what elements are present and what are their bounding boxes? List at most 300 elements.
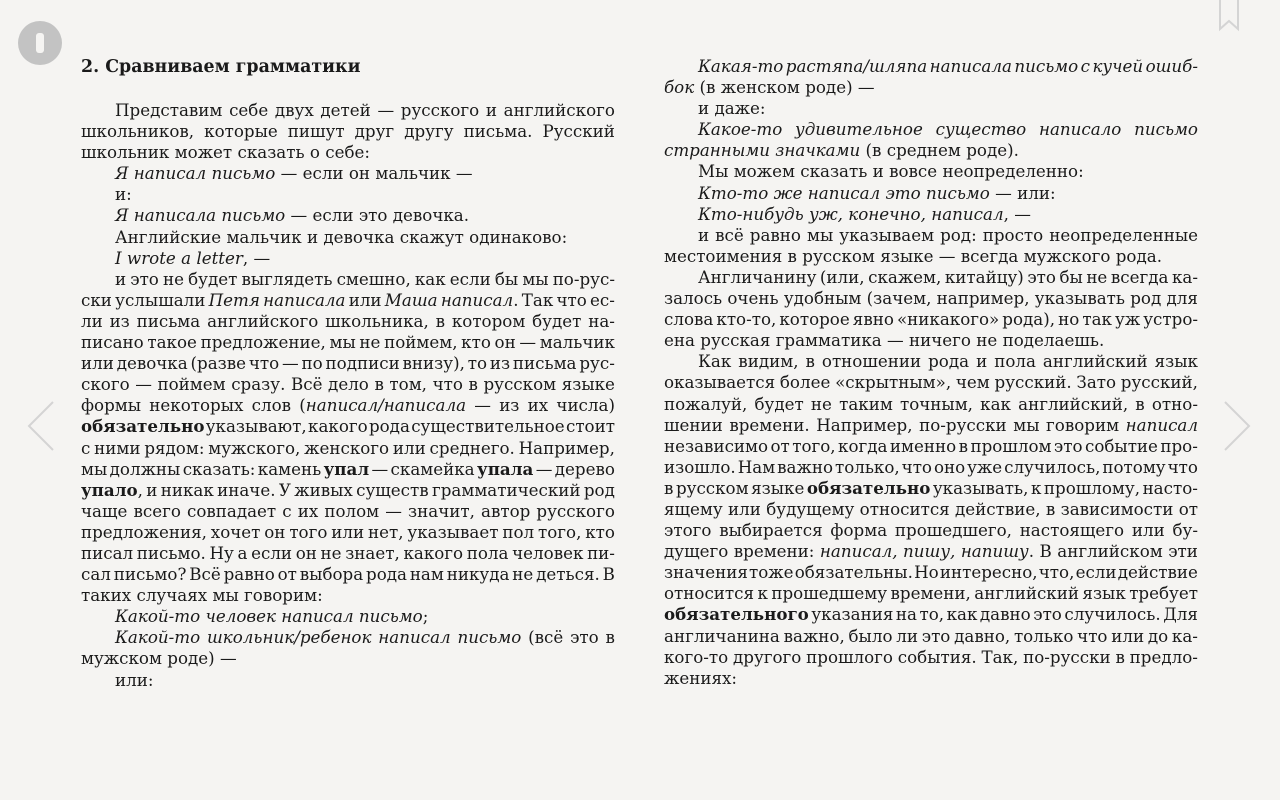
word	[891, 583, 971, 604]
word	[933, 478, 1029, 499]
word	[133, 501, 180, 522]
word	[873, 161, 884, 181]
word	[207, 311, 318, 332]
word	[237, 142, 304, 162]
text-fragment: или	[392, 437, 426, 458]
word	[1121, 372, 1198, 393]
text-fragment: кто	[585, 521, 615, 542]
text-line	[81, 332, 615, 353]
word	[1049, 225, 1198, 246]
text-fragment: В	[602, 564, 615, 585]
word	[375, 163, 450, 183]
word	[822, 351, 921, 372]
text-fragment: дело	[328, 374, 369, 395]
word	[81, 501, 127, 522]
text-fragment: ес-	[590, 289, 615, 310]
italic-text: написал	[133, 163, 207, 184]
text-fragment: в	[605, 627, 615, 648]
text-fragment: он	[264, 521, 286, 542]
text-fragment: выглядеть	[241, 268, 333, 289]
word	[291, 374, 323, 395]
text-fragment: форма	[830, 520, 888, 541]
text-fragment: по-русски	[1023, 646, 1111, 667]
word	[786, 56, 927, 77]
word	[784, 626, 845, 647]
word	[281, 163, 298, 183]
word	[408, 501, 475, 522]
text-fragment: или:	[1017, 182, 1056, 203]
word	[807, 478, 930, 499]
italic-text: же	[773, 182, 803, 203]
word	[587, 543, 615, 564]
word	[359, 332, 380, 353]
word	[721, 77, 800, 97]
text-fragment: того,	[538, 521, 582, 542]
word	[676, 478, 749, 499]
italic-text: письмо	[358, 606, 423, 627]
word	[1146, 56, 1198, 77]
text-fragment: другу	[404, 121, 454, 142]
text-fragment: важно	[777, 456, 834, 477]
text-fragment: ,	[1003, 203, 1009, 224]
word	[1172, 520, 1198, 541]
word	[115, 100, 222, 121]
text-fragment: —	[519, 332, 537, 353]
word	[201, 332, 326, 353]
word	[226, 227, 301, 247]
text-fragment: всегда	[1110, 266, 1169, 287]
word	[522, 269, 548, 290]
word	[733, 647, 801, 668]
word	[885, 183, 920, 203]
word	[1168, 457, 1198, 478]
text-fragment: школьников,	[81, 121, 195, 142]
text-fragment: детей	[320, 100, 371, 120]
word	[729, 415, 809, 436]
word	[955, 499, 1041, 520]
word	[838, 436, 887, 457]
text-line	[664, 183, 1198, 204]
text-line	[81, 585, 615, 606]
text-fragment: тоже	[749, 562, 794, 583]
text-line	[664, 626, 1198, 647]
word	[1002, 309, 1055, 330]
italic-text: значками	[775, 140, 861, 161]
word	[715, 225, 744, 246]
text-fragment: прошлого	[806, 646, 893, 667]
word	[805, 77, 852, 97]
text-fragment: девочка	[116, 353, 188, 374]
word	[467, 543, 509, 564]
text-fragment: существительное	[411, 416, 565, 437]
word	[1014, 626, 1073, 647]
text-fragment: .	[1028, 541, 1035, 562]
word	[400, 227, 464, 247]
word	[839, 394, 893, 415]
text-fragment: нам	[409, 564, 444, 585]
text-fragment: смешно,	[336, 268, 411, 289]
text-fragment: рода	[368, 416, 410, 437]
word	[115, 670, 153, 690]
text-fragment: роде).	[966, 140, 1019, 161]
word	[495, 332, 516, 353]
text-fragment: явно	[852, 309, 894, 330]
word	[263, 290, 345, 311]
text-fragment: —	[1014, 203, 1031, 224]
word	[811, 604, 893, 625]
word	[664, 647, 728, 668]
text-fragment: некоторых	[149, 395, 244, 416]
word	[1116, 246, 1162, 266]
text-fragment: даже:	[714, 98, 766, 119]
word	[1115, 647, 1124, 668]
word	[664, 246, 782, 266]
text-fragment: прошлом	[970, 435, 1052, 456]
text-fragment: он	[295, 542, 317, 563]
text-fragment: поймем	[157, 374, 226, 395]
word	[664, 583, 754, 604]
word	[1014, 56, 1078, 77]
text-fragment: иначе.	[217, 479, 276, 500]
text-fragment: русском	[675, 477, 749, 498]
chevron-right-icon[interactable]	[1222, 400, 1252, 452]
text-fragment: английского	[207, 310, 319, 331]
text-line	[81, 480, 615, 501]
italic-text: кучей	[1092, 56, 1144, 76]
text-fragment: мальчик	[226, 226, 302, 247]
word	[1129, 583, 1198, 604]
text-fragment: сал	[81, 564, 111, 585]
text-fragment: только,	[834, 456, 900, 477]
text-fragment: настоящего	[1019, 520, 1125, 541]
text-fragment: в	[787, 245, 797, 266]
word	[167, 648, 214, 668]
word	[307, 227, 318, 247]
text-fragment: (всё	[528, 627, 564, 648]
text-fragment: не	[320, 542, 342, 563]
text-fragment: это	[130, 268, 159, 289]
text-line	[664, 415, 1198, 436]
word	[355, 121, 395, 142]
word	[504, 100, 615, 121]
word	[664, 562, 748, 583]
word	[321, 543, 342, 564]
word	[229, 100, 268, 121]
text-fragment: видим,	[738, 351, 799, 372]
word	[898, 647, 977, 668]
word	[136, 585, 207, 605]
text-fragment: —	[535, 458, 553, 479]
text-fragment: «скрытным»,	[835, 372, 952, 393]
text-fragment: можем	[733, 161, 795, 182]
word	[1130, 288, 1161, 309]
word	[490, 353, 510, 374]
text-fragment: было	[848, 625, 893, 646]
word	[81, 374, 130, 395]
text-fragment: роде)	[805, 77, 853, 98]
word	[980, 604, 1031, 625]
text-fragment: род	[1130, 288, 1162, 309]
word	[209, 543, 233, 564]
text-fragment: скамейка	[390, 458, 475, 479]
word	[603, 564, 615, 585]
text-fragment: пишут	[287, 121, 345, 142]
word	[980, 394, 1011, 415]
text-fragment: и	[698, 224, 710, 245]
word	[528, 627, 563, 648]
text-line	[81, 121, 615, 142]
word	[959, 436, 968, 457]
word	[483, 374, 556, 395]
word	[313, 205, 354, 225]
text-fragment: деться.	[536, 564, 600, 585]
text-line	[81, 438, 615, 459]
word	[1179, 499, 1198, 520]
word	[1054, 436, 1083, 457]
text-fragment: (в	[865, 140, 882, 161]
text-fragment: с	[282, 500, 292, 521]
italic-text: написал	[807, 182, 881, 203]
text-fragment: и	[115, 268, 127, 289]
word	[664, 140, 770, 160]
word	[664, 626, 780, 647]
text-fragment: от	[1178, 498, 1198, 519]
text-fragment: —	[385, 500, 402, 521]
text-fragment: какого	[403, 542, 464, 563]
word	[970, 436, 1051, 457]
word	[244, 585, 323, 605]
italic-text: письмо	[211, 163, 276, 184]
text-fragment: письма.	[463, 121, 533, 142]
text-fragment: может	[174, 142, 233, 163]
word	[802, 246, 875, 266]
text-fragment: русская	[700, 330, 771, 351]
text-fragment: девочка.	[392, 205, 470, 226]
word	[208, 438, 300, 459]
word	[323, 227, 394, 247]
text-fragment: важно,	[783, 625, 845, 646]
word	[278, 564, 297, 585]
word	[345, 543, 400, 564]
word	[115, 248, 122, 268]
word	[204, 121, 278, 142]
word	[967, 457, 1002, 478]
word	[331, 522, 364, 543]
text-fragment: по-русски	[919, 414, 1007, 435]
word	[110, 459, 181, 480]
word	[1017, 183, 1055, 203]
word	[974, 583, 1079, 604]
text-fragment: языке	[561, 374, 615, 395]
word	[1020, 520, 1124, 541]
text-fragment: которые	[204, 121, 278, 142]
text-fragment: —	[290, 205, 308, 226]
text-line	[81, 395, 615, 416]
word	[830, 520, 887, 541]
text-fragment: что	[1167, 456, 1198, 477]
text-fragment: времени,	[890, 583, 971, 604]
word	[486, 100, 497, 121]
word	[880, 246, 933, 266]
word	[734, 541, 815, 562]
italic-text: Петя	[208, 289, 260, 310]
text-fragment: роде)	[167, 648, 215, 669]
text-fragment: или	[348, 289, 382, 310]
word	[359, 205, 388, 225]
text-fragment: про-	[1160, 435, 1198, 456]
word	[1024, 246, 1111, 266]
reader-menu-button[interactable]	[18, 21, 62, 65]
word	[543, 121, 615, 142]
word	[947, 604, 978, 625]
text-line	[81, 290, 615, 311]
word	[1027, 267, 1056, 288]
bold-text: упала	[477, 458, 534, 479]
text-fragment: Всё	[189, 564, 221, 585]
text-fragment: Англичанину	[698, 266, 817, 287]
word	[1082, 583, 1125, 604]
word	[115, 227, 221, 247]
text-fragment: род	[583, 479, 615, 500]
word	[282, 501, 291, 522]
text-fragment: ничего	[909, 330, 971, 351]
text-fragment: пол	[502, 521, 535, 542]
text-fragment: знает,	[345, 542, 400, 563]
word	[1039, 119, 1121, 140]
text-line	[81, 142, 615, 163]
word	[393, 205, 469, 225]
word	[211, 163, 275, 183]
word	[137, 311, 201, 332]
word	[928, 351, 969, 372]
word	[264, 522, 285, 543]
word	[441, 290, 519, 311]
text-fragment: то,	[919, 604, 945, 625]
word	[403, 543, 463, 564]
text-fragment: чем	[955, 372, 990, 393]
word	[540, 332, 615, 353]
text-fragment: грамматический	[431, 479, 581, 500]
italic-text: бок	[664, 77, 695, 98]
text-fragment: котором	[451, 310, 526, 331]
italic-text: Маша	[384, 289, 438, 310]
text-fragment: мы	[1013, 414, 1040, 435]
text-fragment: от	[770, 435, 790, 456]
text-fragment: кого-то	[664, 646, 729, 667]
word	[258, 459, 321, 480]
text-fragment: и	[485, 100, 497, 120]
word	[115, 163, 128, 183]
italic-text: письмо	[457, 627, 522, 648]
word	[81, 438, 90, 459]
text-fragment: того,	[792, 435, 836, 456]
word	[81, 395, 141, 416]
word	[698, 267, 816, 288]
word	[588, 311, 615, 332]
word	[806, 647, 893, 668]
word	[499, 395, 519, 416]
word	[220, 648, 237, 668]
word	[320, 100, 370, 121]
bookmark-icon[interactable]	[1217, 0, 1241, 32]
word	[536, 459, 553, 480]
word	[1143, 478, 1198, 499]
word	[1061, 499, 1174, 520]
word	[231, 374, 285, 395]
section-heading: 2. Сравниваем грамматики	[81, 57, 361, 77]
text-fragment: ски	[81, 289, 112, 310]
word	[698, 98, 709, 118]
word	[976, 351, 987, 372]
text-fragment: русского	[400, 100, 480, 120]
word	[1085, 436, 1158, 457]
word	[995, 183, 1012, 203]
word	[788, 246, 797, 266]
word	[835, 372, 951, 393]
italic-text: написал/написала	[305, 395, 467, 416]
chevron-left-icon[interactable]	[26, 400, 56, 452]
text-fragment: пола	[994, 351, 1036, 372]
word	[209, 290, 260, 311]
text-fragment: что,	[1038, 562, 1075, 583]
text-fragment: и	[976, 351, 988, 372]
word	[896, 626, 918, 647]
text-fragment: относится	[859, 498, 950, 519]
word	[134, 163, 206, 183]
word	[253, 248, 270, 268]
text-fragment: не	[512, 564, 534, 585]
word	[1082, 309, 1112, 330]
word	[302, 353, 323, 374]
word	[1076, 562, 1117, 583]
text-fragment: совпадает	[186, 500, 277, 521]
text-fragment: английский,	[1018, 393, 1129, 414]
text-fragment: более	[779, 372, 831, 393]
text-fragment: русский,	[1120, 372, 1198, 393]
word	[961, 246, 1019, 266]
text-line	[664, 647, 1198, 668]
italic-text: письмо	[925, 182, 990, 203]
word	[349, 290, 382, 311]
word	[937, 288, 1030, 309]
text-fragment: услышали	[115, 289, 206, 310]
word	[81, 459, 107, 480]
word	[450, 269, 491, 290]
text-fragment: просто	[982, 224, 1044, 245]
text-fragment: это	[921, 625, 951, 646]
text-fragment: —	[857, 77, 875, 98]
text-fragment: рода	[928, 351, 970, 372]
word	[1081, 56, 1090, 77]
italic-text: wrote	[126, 247, 176, 268]
word	[368, 522, 404, 543]
word	[961, 541, 1034, 562]
text-fragment: другого	[732, 646, 802, 667]
italic-text: странными	[664, 140, 770, 161]
word	[191, 353, 247, 374]
text-fragment: предло-	[1129, 646, 1198, 667]
text-fragment: это	[1033, 604, 1062, 625]
word	[606, 627, 615, 648]
text-line	[664, 119, 1198, 140]
word	[1059, 267, 1082, 288]
word	[384, 332, 457, 353]
word	[130, 269, 159, 290]
italic-text: Какой-то	[115, 627, 201, 648]
word	[115, 184, 132, 204]
word	[81, 290, 112, 311]
italic-text: растяпа/шляпа	[785, 56, 928, 76]
